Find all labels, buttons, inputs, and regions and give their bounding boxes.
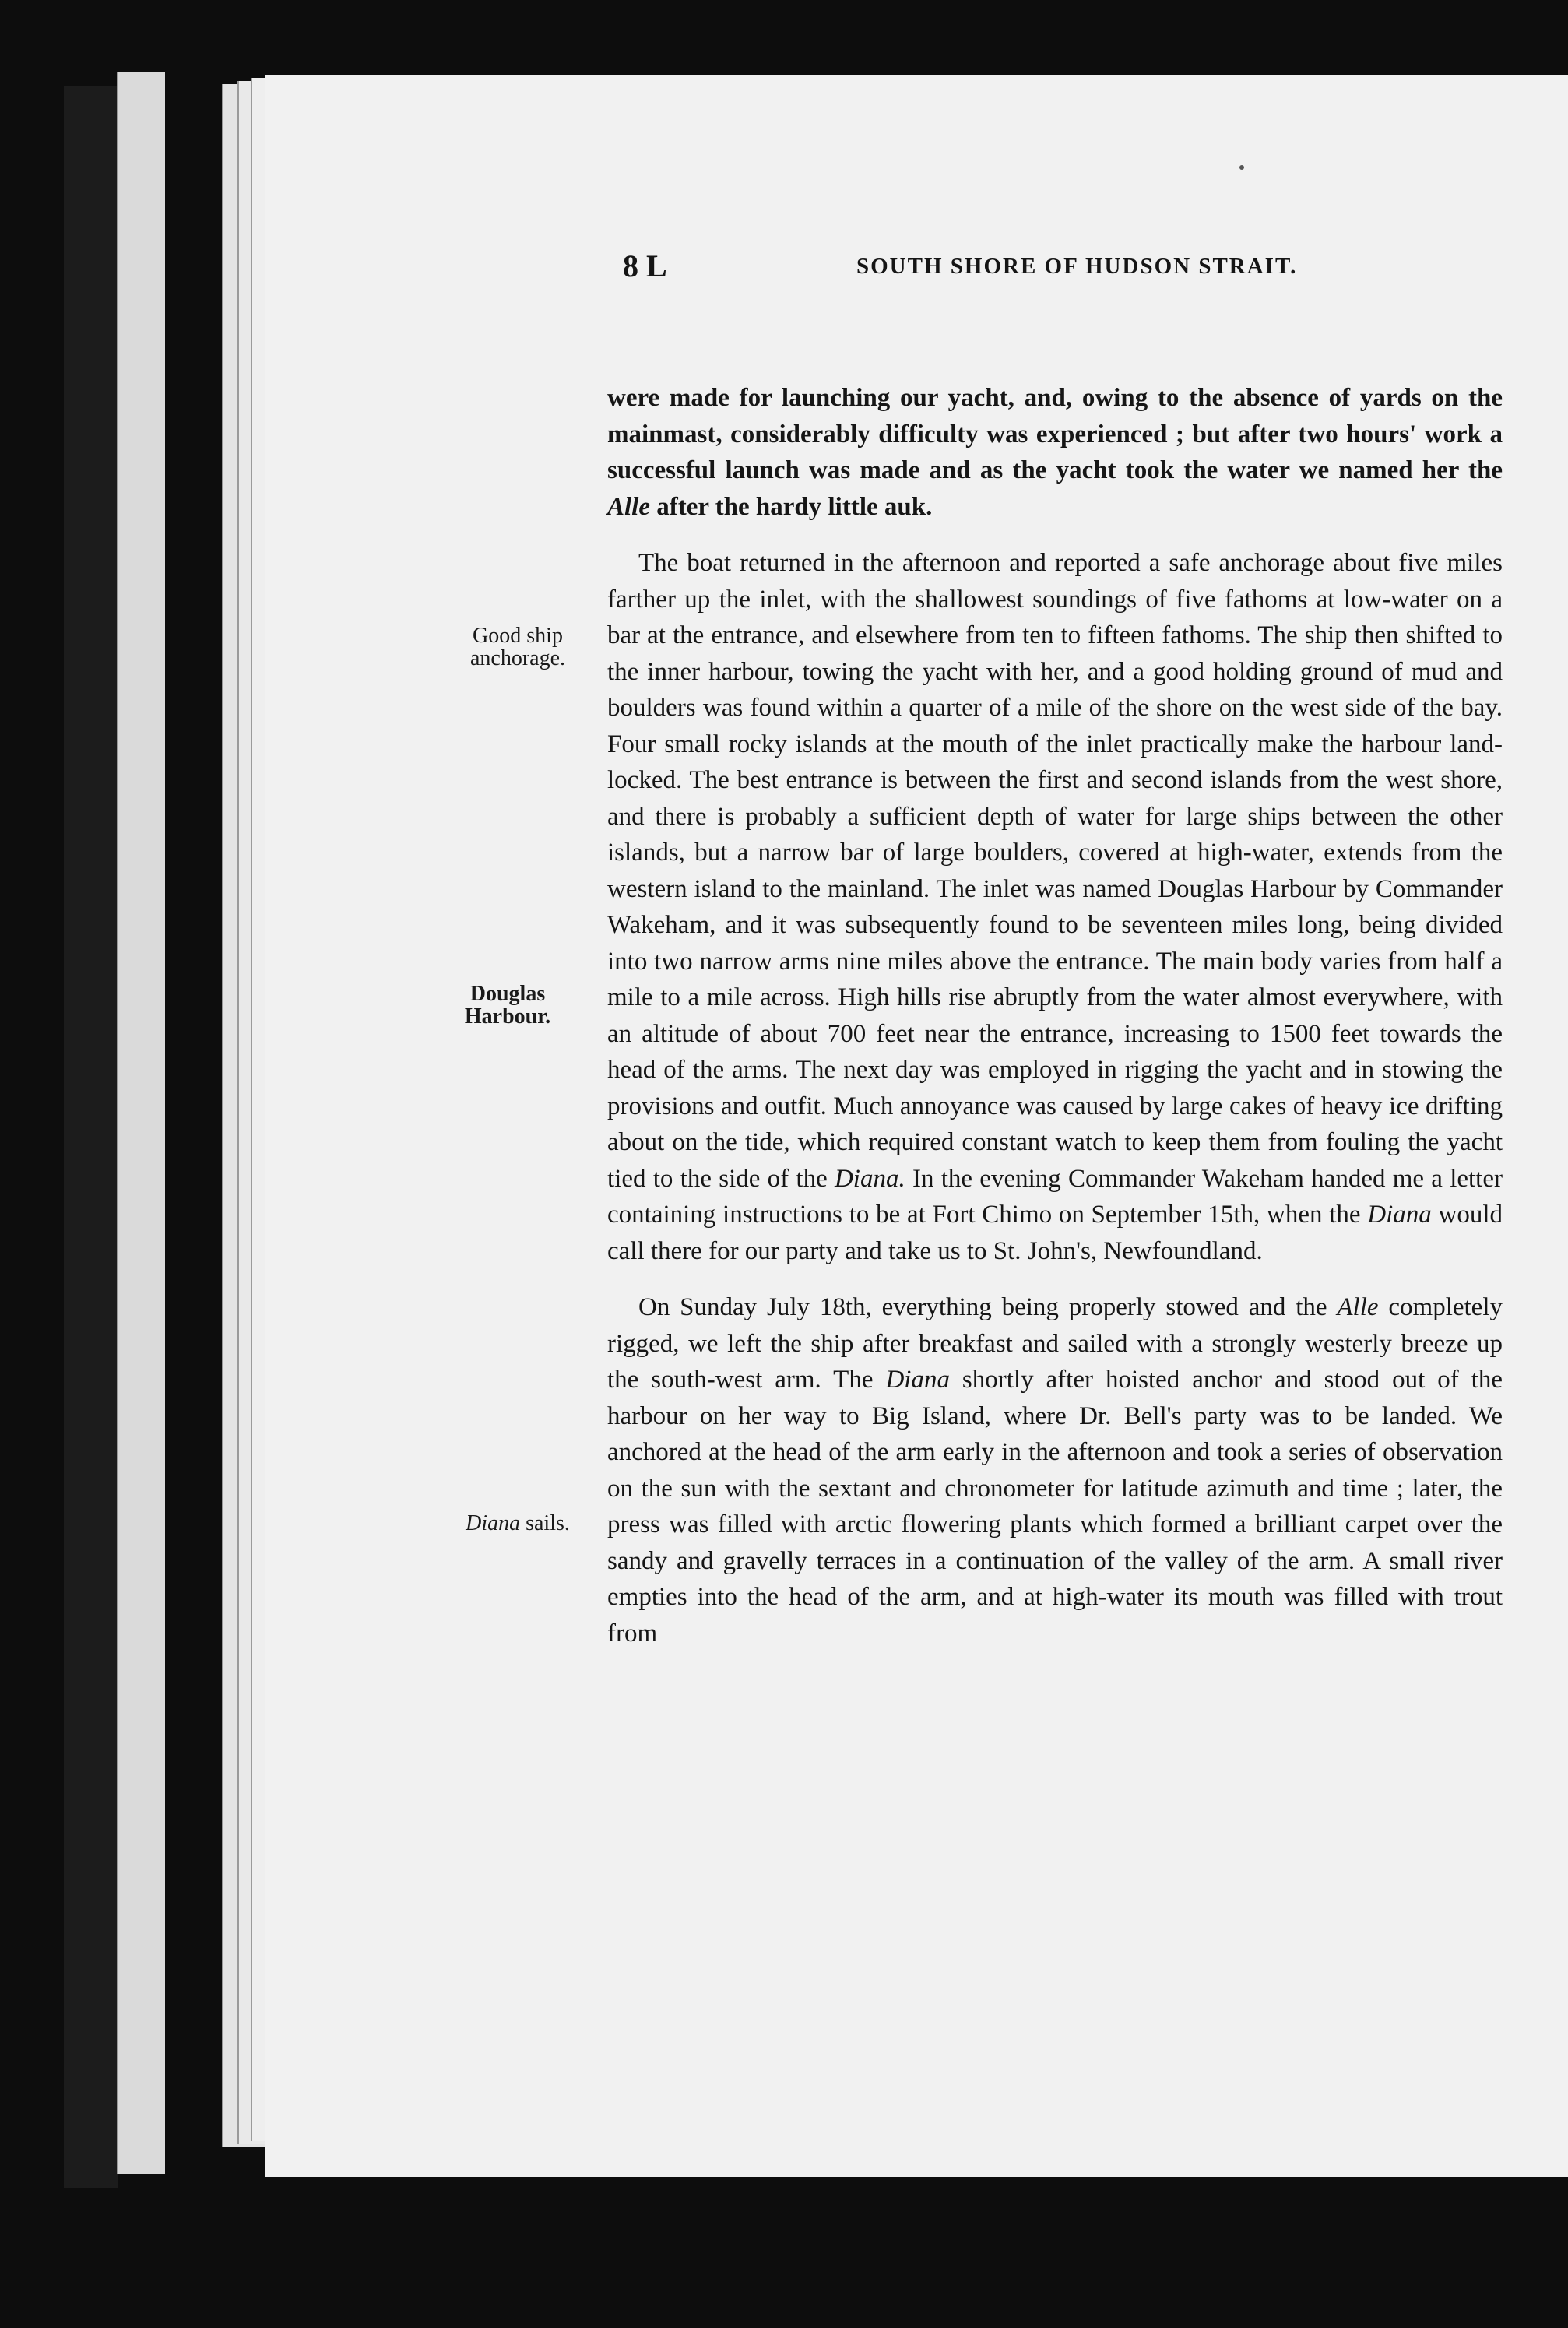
paragraph-text: shortly after hoisted anchor and stood out of the harbour on her way to Big Island, where Dr. Bell's party was to be landed. We anchored at the head of the arm early in the afternoon and took a series of observation on the sun with the sextant and chronometer for latitude azimuth and time ; later, the press was filled with arctic flowering plants which formed a brilliant carpet over the sandy and gravelly terraces in a continuation of the valley of the arm. A small river empties into the head of the arm, and at high-water its mouth was filled with trout from [607, 1366, 1503, 1648]
margin-note-text: sails. [520, 1511, 570, 1535]
running-head: SOUTH SHORE OF HUDSON STRAIT. [856, 254, 1298, 279]
margin-note-ship-name: Diana [466, 1511, 521, 1535]
paragraph-text: were made for launching our yacht, and, owing to the absence of yards on the mainmast, considerably difficulty was experienced ; but after two hours' work a successful launch was made and as the yacht took the water we named her the [607, 384, 1503, 484]
ship-name: Diana [1367, 1201, 1432, 1229]
margin-note-anchorage: Good ship anchorage. [469, 624, 566, 670]
paragraph-3 [607, 1289, 1503, 1651]
paragraph-text: completely rigged, we left the ship after breakfast and sailed with a strongly westerly breeze up the south-west arm. The [607, 1293, 1503, 1394]
body-text [607, 380, 1503, 1651]
page-header [623, 248, 1549, 294]
yacht-name: Alle [607, 492, 650, 521]
margin-note-diana-sails [444, 1512, 592, 1535]
paragraph-text: would call there for our party and take us to St. John's, Newfoundland. [607, 1201, 1503, 1265]
paragraph-text: The boat returned in the afternoon and reported a safe anchorage about five miles farther up the inlet, with the shallowest soundings of five fathoms at low-water on a bar at the entrance, and elsewhere from ten to fifteen fathoms. The ship then shifted to the inner harbour, towing the yacht with her, and a good holding ground of mud and boulders was found within a quarter of a mile of the shore on the west side of the bay. Four small rocky islands at the mouth of the inlet practically make the harbour land-locked. The best entrance is between the first and second islands from the west shore, and there is probably a sufficient depth of water for large ships between the other islands, but a narrow bar of large boulders, covered at high-water, extends from the western island to the mainland. The inlet was named Douglas Harbour by Commander Wakeham, and it was subsequently found to be seventeen miles long, being divided into two narrow arms nine miles above the entrance. The main body varies from half a mile to a mile across. High hills rise abruptly from the water almost everywhere, with an altitude of about 700 feet near the entrance, increasing to 1500 feet towards the head of the arms. The next day was employed in rigging the yacht and in stowing the provisions and outfit. Much annoyance was caused by large cakes of heavy ice drifting about on the tide, which required constant watch to keep them from fouling the yacht tied to the side of the [607, 549, 1503, 1193]
margin-note-douglas-harbour: Douglas Harbour. [464, 982, 551, 1029]
ship-name: Diana. [834, 1164, 905, 1193]
page-speck [1239, 165, 1244, 170]
page-number: 8 L [623, 248, 667, 283]
paragraph-text: In the evening Commander Wakeham handed me a letter containing instructions to be at Fort Chimo on September 15th, when the [607, 1164, 1503, 1229]
paragraph-text: after the hardy little auk. [650, 492, 933, 521]
book-spine-shadow [64, 86, 118, 2188]
page-edge [117, 72, 165, 2174]
yacht-name: Alle [1337, 1293, 1379, 1321]
paragraph-2 [607, 545, 1503, 1269]
ship-name: Diana [885, 1366, 950, 1394]
paragraph-1 [607, 380, 1503, 525]
paragraph-text: On Sunday July 18th, everything being properly stowed and the [638, 1293, 1338, 1321]
